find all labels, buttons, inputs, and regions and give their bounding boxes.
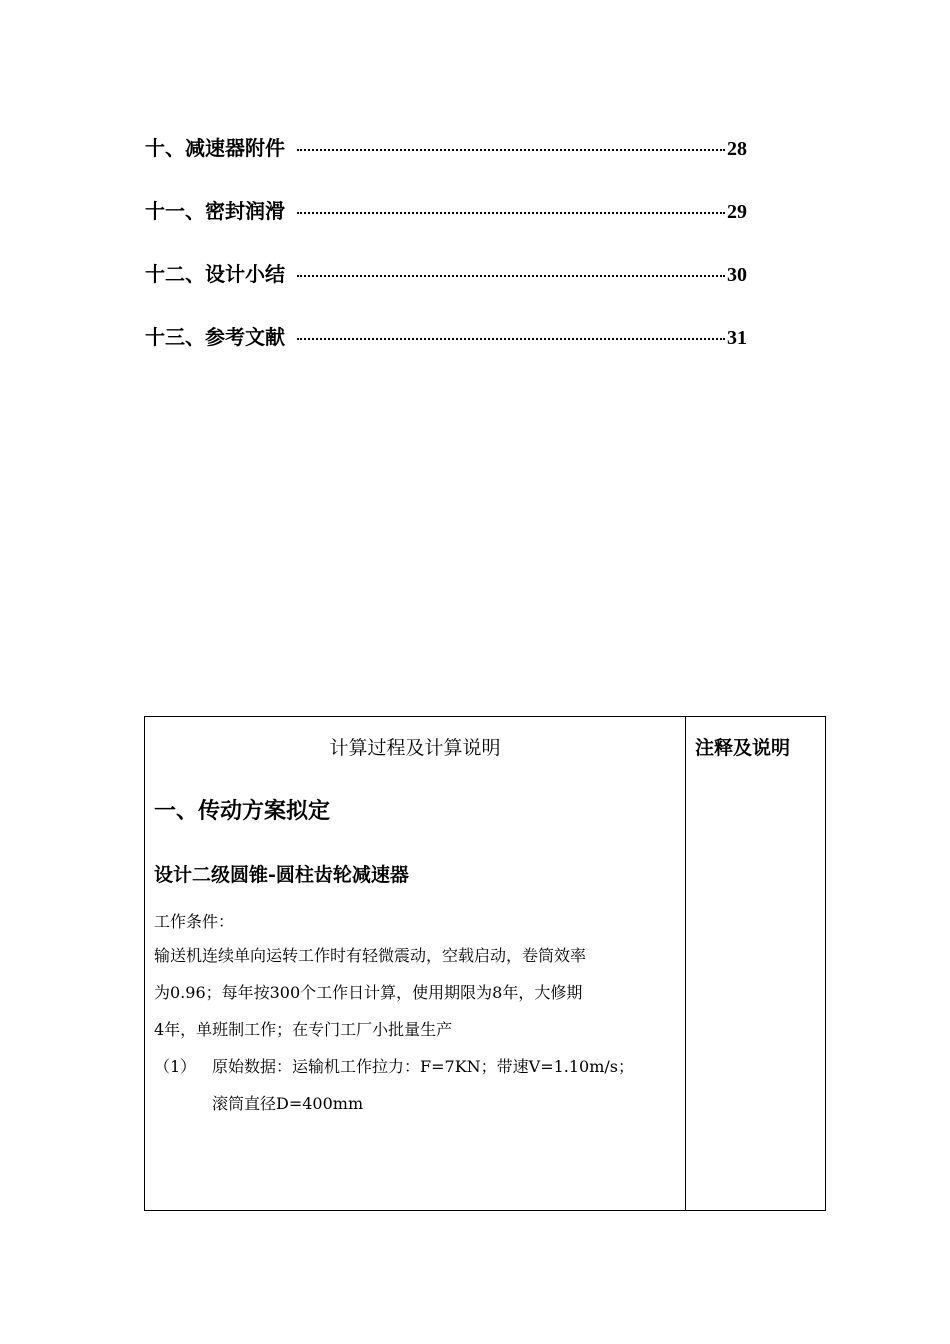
notes-column	[686, 717, 826, 1211]
toc-leader-dots	[297, 274, 725, 277]
toc-leader-dots	[297, 211, 725, 214]
notes-column-header: 注释及说明	[695, 737, 791, 759]
list-item-number: （1）	[154, 1057, 197, 1076]
toc-entry[interactable]	[145, 258, 747, 321]
conditions-label: 工作条件：	[154, 912, 235, 931]
toc-leader-dots	[297, 337, 725, 340]
toc-entry[interactable]	[145, 195, 747, 258]
toc-leader-dots	[297, 148, 725, 151]
table-of-contents	[145, 132, 747, 384]
section-title: 一、传动方案拟定	[154, 798, 331, 824]
conditions-line: 为0.96；每年按300个工作日计算，使用期限为8年，大修期	[154, 983, 583, 1002]
list-item	[154, 1048, 685, 1122]
calculation-column-header: 计算过程及计算说明	[329, 737, 501, 759]
list-item-line: 滚筒直径D=400mm	[212, 1094, 364, 1113]
toc-entry-page: 30	[727, 264, 747, 286]
toc-entry-page: 31	[727, 327, 747, 349]
toc-entry-title: 十三、参考文献	[145, 325, 285, 349]
conditions-line: 输送机连续单向运转工作时有轻微震动，空载启动，卷筒效率	[154, 946, 587, 965]
toc-entry-title: 十一、密封润滑	[145, 199, 285, 223]
toc-entry-title: 十二、设计小结	[145, 262, 285, 286]
section-subtitle: 设计二级圆锥-圆柱齿轮减速器	[154, 864, 409, 886]
toc-entry-page: 29	[727, 201, 747, 223]
list-item-line: 原始数据：运输机工作拉力：F=7KN；带速V=1.10m/s；	[212, 1057, 635, 1076]
calculation-column	[145, 717, 686, 1211]
calculation-table	[144, 716, 826, 1211]
toc-entry-title: 十、减速器附件	[145, 136, 285, 160]
toc-entry[interactable]	[145, 132, 747, 195]
toc-entry-page: 28	[727, 138, 747, 160]
conditions-line: 4年，单班制工作；在专门工厂小批量生产	[154, 1020, 453, 1039]
toc-entry[interactable]	[145, 321, 747, 384]
